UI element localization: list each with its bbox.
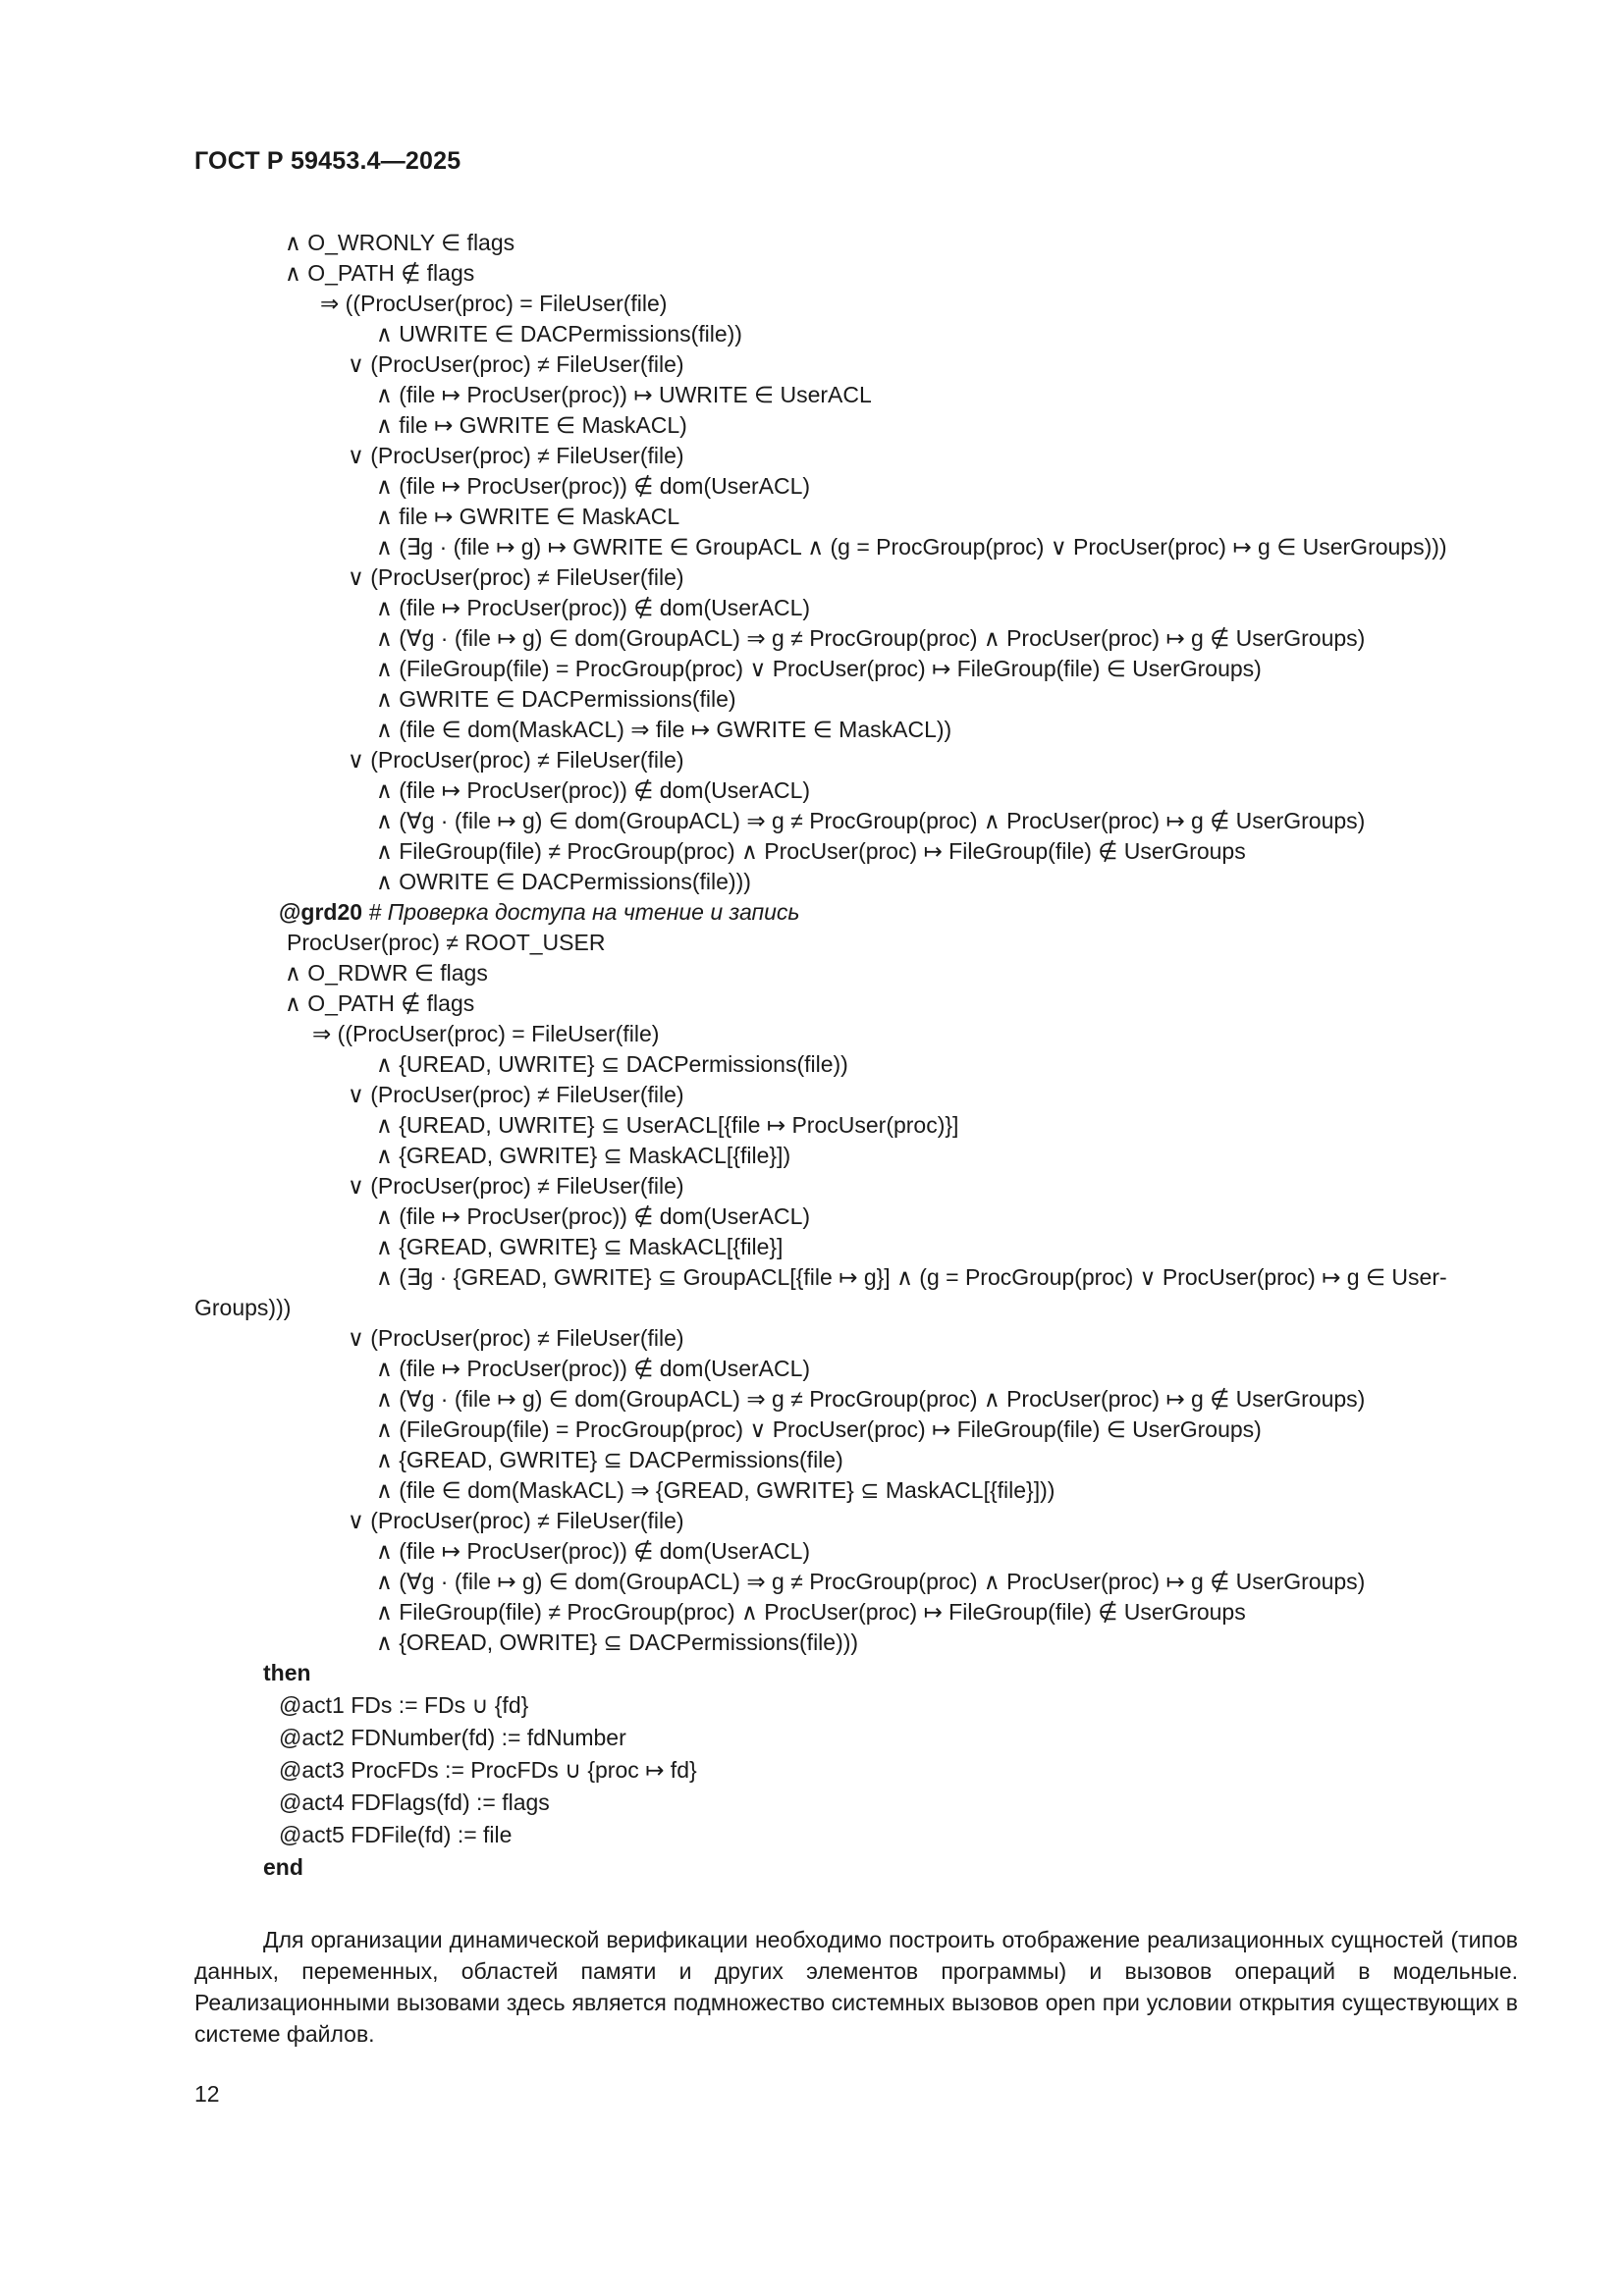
code-line: ∧ FileGroup(file) ≠ ProcGroup(proc) ∧ ProcUser(proc) ↦ FileGroup(file) ∉ UserGroups [376,1599,1246,1625]
code-line: ∨ (ProcUser(proc) ≠ FileUser(file) [348,1325,684,1351]
action-line: @act1 FDs := FDs ∪ {fd} [279,1692,529,1718]
code-line: ∧ OWRITE ∈ DACPermissions(file))) [376,869,751,894]
body-paragraph: Для организации динамической верификации необходимо построить отображение реализационных сущностей (типов данных, переменных, областей памяти и других элементов программы) и вызовов операций в модельные. Реализационными вызовами здесь является подмножество системных вызовов open при условии открытия существующих в системе файлов. [194,1927,1518,2047]
page-number: 12 [194,2081,220,2107]
code-line: ∨ (ProcUser(proc) ≠ FileUser(file) [348,1173,684,1199]
code-line: ∧ file ↦ GWRITE ∈ MaskACL) [376,412,687,438]
document-header: ГОСТ Р 59453.4—2025 [194,147,461,175]
code-line: ∧ {GREAD, GWRITE} ⊆ MaskACL[{file}] [376,1234,784,1259]
code-line: ∧ (∃g · {GREAD, GWRITE} ⊆ GroupACL[{file ↦ g}] ∧ (g = ProcGroup(proc) ∨ ProcUser(proc) ↦ g ∈ User- [376,1264,1447,1290]
code-line: ∧ (FileGroup(file) = ProcGroup(proc) ∨ ProcUser(proc) ↦ FileGroup(file) ∈ UserGroups) [376,656,1262,681]
action-line: @act5 FDFile(fd) := file [279,1822,513,1847]
code-line: ∧ FileGroup(file) ≠ ProcGroup(proc) ∧ ProcUser(proc) ↦ FileGroup(file) ∉ UserGroups [376,838,1246,864]
code-line: ⇒ ((ProcUser(proc) = FileUser(file) [320,291,668,316]
code-line: ∧ file ↦ GWRITE ∈ MaskACL [376,504,680,529]
code-line: Groups))) [194,1295,292,1320]
end-keyword: end [263,1854,303,1880]
guard-label: @grd20 [279,899,363,925]
code-line: ∧ (∀g · (file ↦ g) ∈ dom(GroupACL) ⇒ g ≠ ProcGroup(proc) ∧ ProcUser(proc) ↦ g ∉ UserGroups) [376,808,1366,833]
action-line: @act2 FDNumber(fd) := fdNumber [279,1725,626,1750]
code-line: ∧ (file ↦ ProcUser(proc)) ∉ dom(UserACL) [376,1203,811,1229]
guard-label-line [279,897,800,927]
code-line: ∧ (∀g · (file ↦ g) ∈ dom(GroupACL) ⇒ g ≠ ProcGroup(proc) ∧ ProcUser(proc) ↦ g ∉ UserGroups) [376,1569,1366,1594]
code-line: ∧ GWRITE ∈ DACPermissions(file) [376,686,736,712]
code-line: ∨ (ProcUser(proc) ≠ FileUser(file) [348,1508,684,1533]
code-line: ∧ {UREAD, UWRITE} ⊆ UserACL[{file ↦ ProcUser(proc)}] [376,1112,959,1138]
code-line: ∧ (file ↦ ProcUser(proc)) ∉ dom(UserACL) [376,1538,811,1564]
code-line: ∧ O_PATH ∉ flags [285,990,475,1016]
code-line: ∨ (ProcUser(proc) ≠ FileUser(file) [348,443,684,468]
code-line: ∧ (∃g · (file ↦ g) ↦ GWRITE ∈ GroupACL ∧ (g = ProcGroup(proc) ∨ ProcUser(proc) ↦ g ∈ UserGroups))) [376,534,1447,560]
code-line: ∧ {GREAD, GWRITE} ⊆ MaskACL[{file}]) [376,1143,791,1168]
code-line: ∧ (file ∈ dom(MaskACL) ⇒ file ↦ GWRITE ∈ MaskACL)) [376,717,952,742]
code-line: ProcUser(proc) ≠ ROOT_USER [287,930,606,955]
code-line: ∨ (ProcUser(proc) ≠ FileUser(file) [348,564,684,590]
code-line: ∧ (FileGroup(file) = ProcGroup(proc) ∨ ProcUser(proc) ↦ FileGroup(file) ∈ UserGroups) [376,1416,1262,1442]
code-line: ∨ (ProcUser(proc) ≠ FileUser(file) [348,351,684,377]
code-line: ∧ (file ↦ ProcUser(proc)) ∉ dom(UserACL) [376,595,811,620]
code-line: ∧ (∀g · (file ↦ g) ∈ dom(GroupACL) ⇒ g ≠ ProcGroup(proc) ∧ ProcUser(proc) ↦ g ∉ UserGroups) [376,1386,1366,1412]
guard-comment: # Проверка доступа на чтение и запись [368,899,800,925]
code-line: ∧ {OREAD, OWRITE} ⊆ DACPermissions(file))) [376,1629,859,1655]
code-line: ⇒ ((ProcUser(proc) = FileUser(file) [312,1021,660,1046]
code-line: ∧ O_PATH ∉ flags [285,260,475,286]
code-line: ∧ O_WRONLY ∈ flags [285,230,515,255]
code-line: ∧ O_RDWR ∈ flags [285,960,488,986]
code-line: ∧ (file ↦ ProcUser(proc)) ∉ dom(UserACL) [376,1356,811,1381]
code-line: ∧ (∀g · (file ↦ g) ∈ dom(GroupACL) ⇒ g ≠ ProcGroup(proc) ∧ ProcUser(proc) ↦ g ∉ UserGroups) [376,625,1366,651]
code-line: ∧ (file ↦ ProcUser(proc)) ∉ dom(UserACL) [376,473,811,499]
code-line: ∧ (file ↦ ProcUser(proc)) ↦ UWRITE ∈ UserACL [376,382,872,407]
action-line: @act4 FDFlags(fd) := flags [279,1789,550,1815]
code-line: ∧ (file ∈ dom(MaskACL) ⇒ {GREAD, GWRITE} ⊆ MaskACL[{file}])) [376,1477,1056,1503]
code-line: ∧ {GREAD, GWRITE} ⊆ DACPermissions(file) [376,1447,843,1472]
code-line: ∨ (ProcUser(proc) ≠ FileUser(file) [348,1082,684,1107]
code-line: ∧ (file ↦ ProcUser(proc)) ∉ dom(UserACL) [376,777,811,803]
action-line: @act3 ProcFDs := ProcFDs ∪ {proc ↦ fd} [279,1757,697,1783]
then-keyword: then [263,1660,311,1685]
code-line: ∧ UWRITE ∈ DACPermissions(file)) [376,321,742,347]
code-line: ∨ (ProcUser(proc) ≠ FileUser(file) [348,747,684,773]
code-line: ∧ {UREAD, UWRITE} ⊆ DACPermissions(file)) [376,1051,848,1077]
